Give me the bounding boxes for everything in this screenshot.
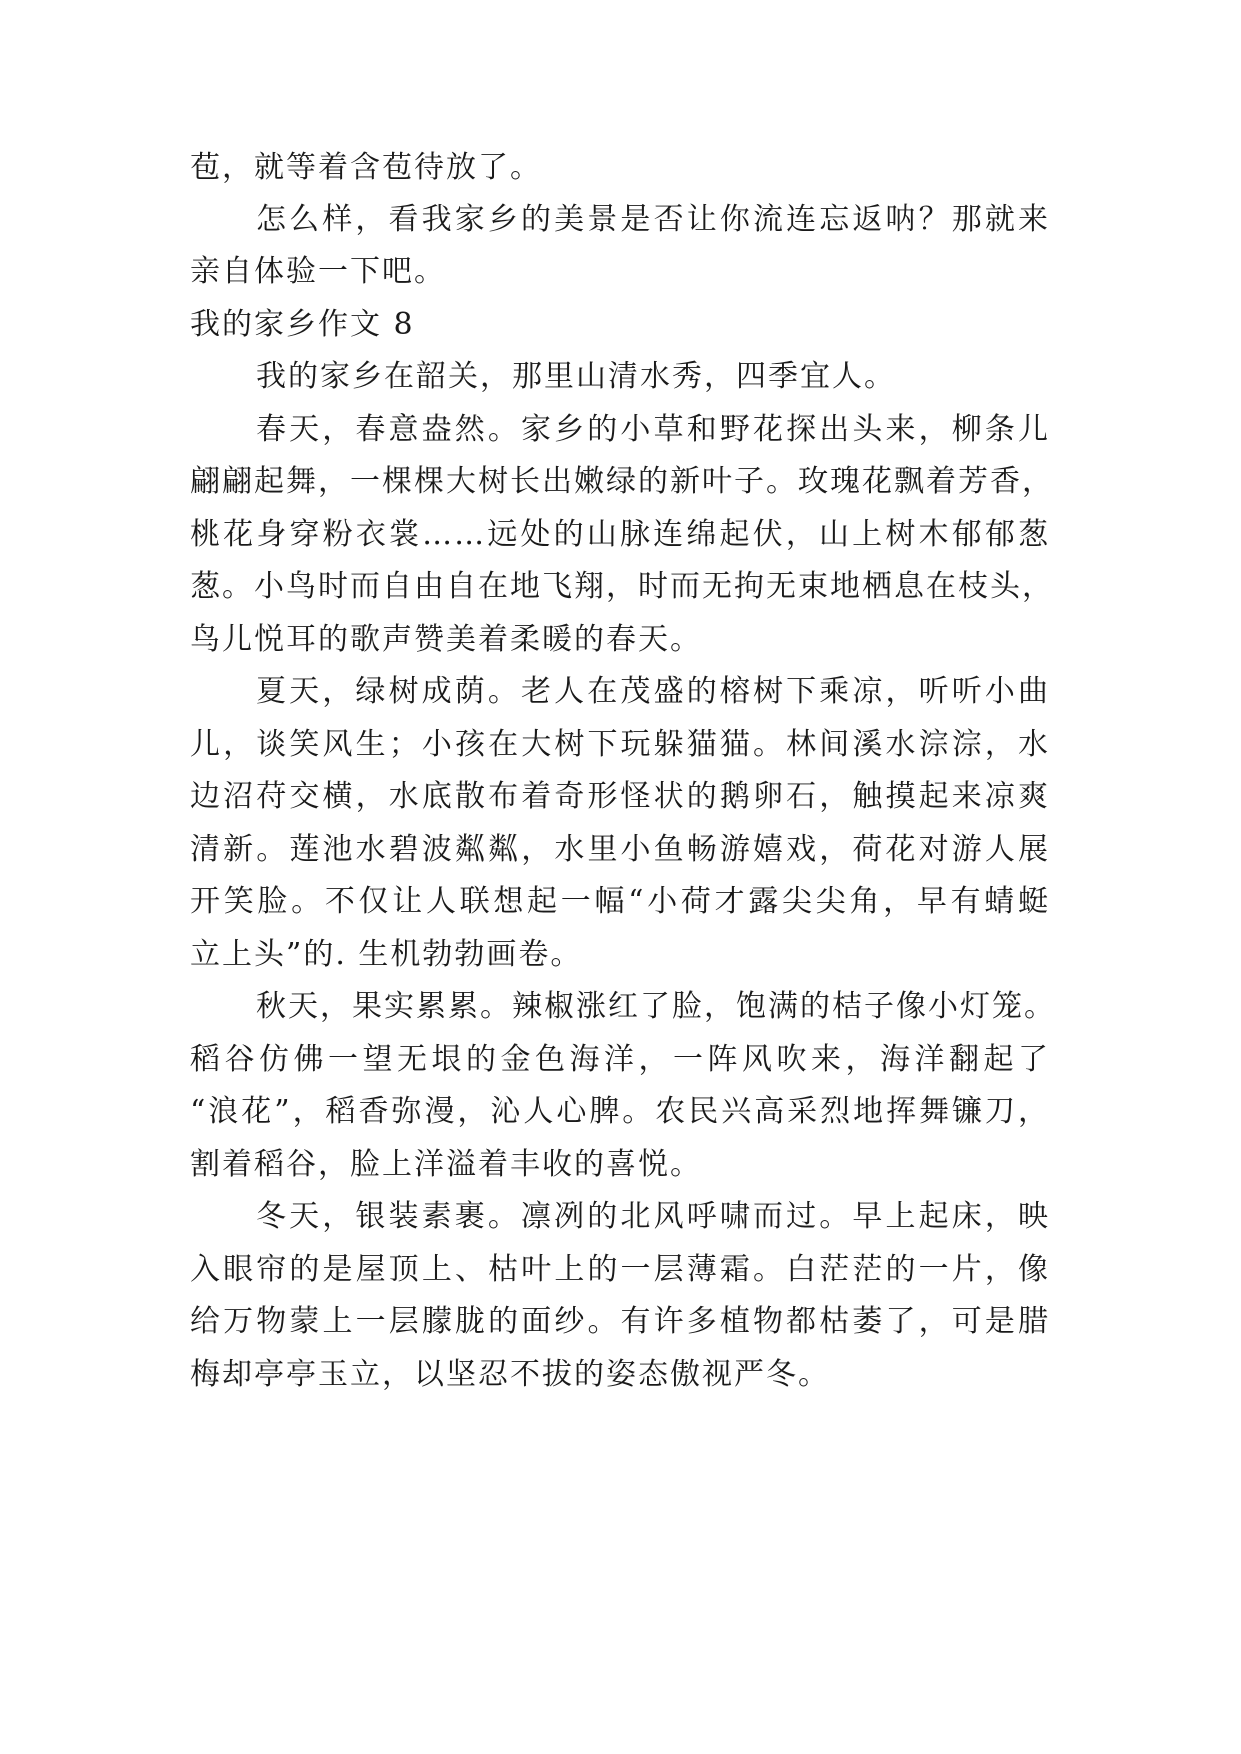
text-line: “浪花”，稻香弥漫，沁人心脾。农民兴高采烈地挥舞镰刀， <box>190 1094 1050 1129</box>
text-line: 梅却亭亭玉立，以坚忍不拔的姿态傲视严冬。 <box>190 1357 830 1392</box>
text-line: 清新。莲池水碧波粼粼，水里小鱼畅游嬉戏，荷花对游人展 <box>190 832 1050 867</box>
text-line: 我的家乡在韶关，那里山清水秀，四季宜人。 <box>256 359 896 394</box>
text-line: 冬天，银装素裹。凛冽的北风呼啸而过。早上起床，映 <box>256 1199 1050 1234</box>
text-line: 边沼苻交横，水底散布着奇形怪状的鹅卵石，触摸起来凉爽 <box>190 779 1050 814</box>
text-line: 入眼帘的是屋顶上、枯叶上的一层薄霜。白茫茫的一片，像 <box>190 1252 1050 1287</box>
text-line: 葱。小鸟时而自由自在地飞翔，时而无拘无束地栖息在枝头， <box>190 569 1054 604</box>
text-line: 亲自体验一下吧。 <box>190 254 446 289</box>
section-heading: 我的家乡作文 8 <box>190 307 415 342</box>
text-line: 割着稻谷，脸上洋溢着丰收的喜悦。 <box>190 1147 702 1182</box>
text-line: 怎么样，看我家乡的美景是否让你流连忘返呐？那就来 <box>256 202 1050 237</box>
text-line: 翩翩起舞，一棵棵大树长出嫩绿的新叶子。玫瑰花飘着芳香， <box>190 464 1054 499</box>
text-line: 桃花身穿粉衣裳……远处的山脉连绵起伏，山上树木郁郁葱 <box>190 517 1050 552</box>
text-line: 稻谷仿佛一望无垠的金色海洋，一阵风吹来，海洋翻起了 <box>190 1042 1050 1077</box>
text-line: 给万物蒙上一层朦胧的面纱。有许多植物都枯萎了，可是腊 <box>190 1304 1050 1339</box>
text-line: 夏天，绿树成荫。老人在茂盛的榕树下乘凉，听听小曲 <box>256 674 1050 709</box>
text-line: 开笑脸。不仅让人联想起一幅“小荷才露尖尖角，早有蜻蜓 <box>190 884 1050 919</box>
text-line: 秋天，果实累累。辣椒涨红了脸，饱满的桔子像小灯笼。 <box>256 989 1056 1024</box>
text-line: 立上头”的. 生机勃勃画卷。 <box>190 937 583 972</box>
text-line: 儿，谈笑风生；小孩在大树下玩躲猫猫。林间溪水淙淙，水 <box>190 727 1050 762</box>
text-line: 鸟儿悦耳的歌声赞美着柔暖的春天。 <box>190 622 702 657</box>
text-line: 春天，春意盎然。家乡的小草和野花探出头来，柳条儿 <box>256 412 1050 447</box>
text-line: 苞，就等着含苞待放了。 <box>190 150 542 185</box>
